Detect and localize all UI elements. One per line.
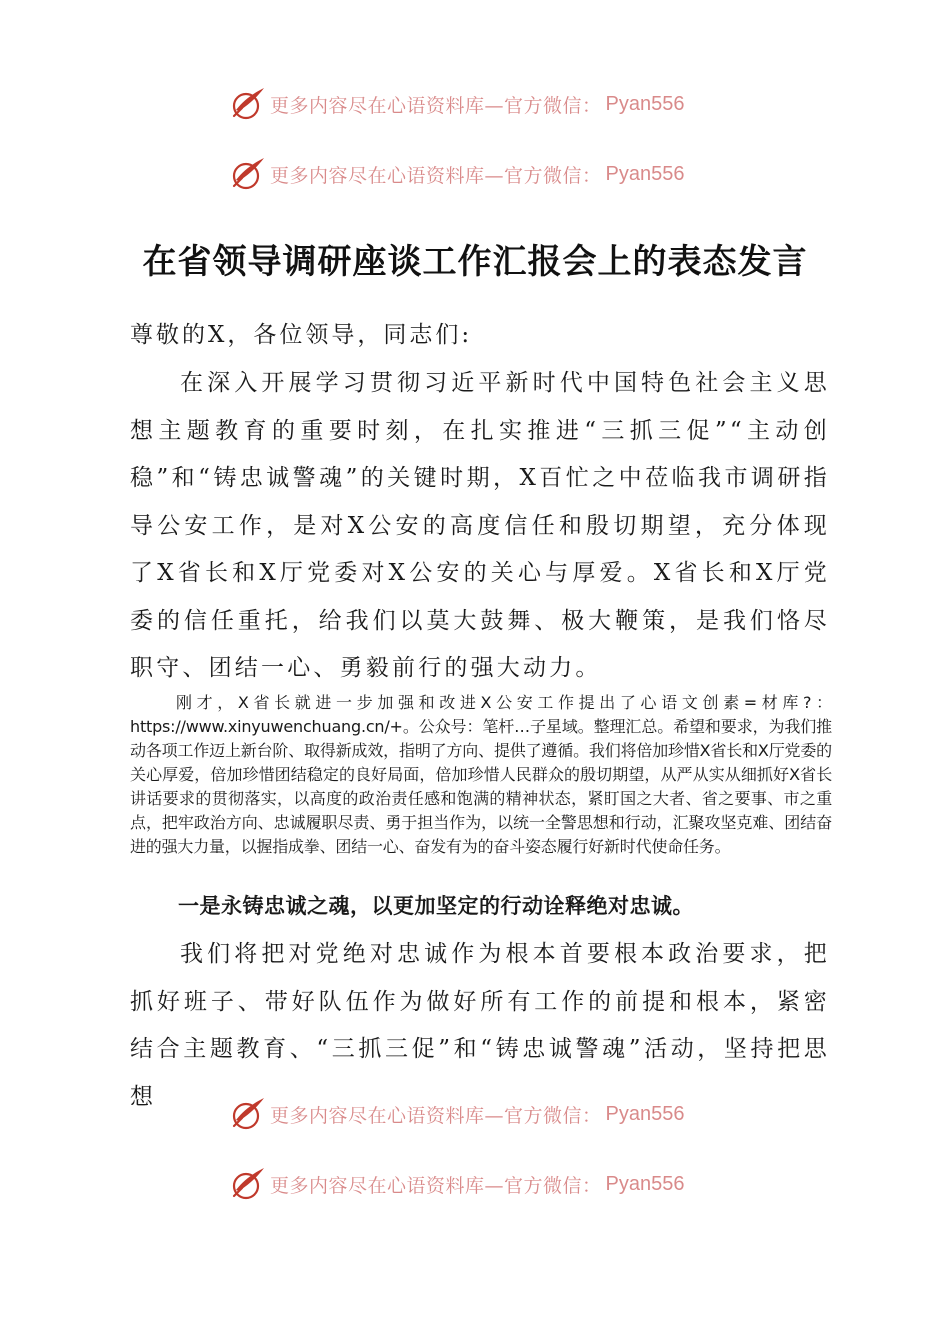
watermark-id: Pyan556 [605, 1172, 685, 1195]
paragraph-response: 刚才，X省长就进一步加强和改进X公安工作提出了心语文创素=材库?：https://www.xinyuwenchuang.cn/+。公众号：笔杆…子星域。整理汇总。希望和要求，为我们推动各项工作迈上新台阶、取得新成效，指明了方向、提供了遵循。我们将倍加珍惜X省长和X厅党委的关心厚爱，倍加珍惜团结稳定的良好局面，倍加珍惜人民群众的殷切期望，从严从实从细抓好X省长讲话要求的贯彻落实，以高度的政治责任感和饱满的精神状态，紧盯国之大者、省之要事、市之重点，把牢政治方向、忠诚履职尽责、勇于担当作为，以统一全警思想和行动，汇聚攻坚克难、团结奋进的强大力量，以握指成拳、团结一心、奋发有为的奋斗姿态履行好新时代使命任务。 [130, 693, 832, 856]
watermark-banner [230, 84, 730, 124]
watermark-text: 更多内容尽在心语资料库—官方微信： [270, 94, 602, 117]
quill-logo-icon [230, 1166, 266, 1202]
watermark-banner [230, 1094, 730, 1134]
watermark-banner [230, 154, 730, 194]
section-heading: 一是永铸忠诚之魂，以更加坚定的行动诠释绝对忠诚。 [178, 894, 694, 918]
salutation: 尊敬的X，各位领导，同志们: [130, 322, 473, 348]
watermark-id: Pyan556 [605, 1102, 685, 1125]
quill-logo-icon [230, 1096, 266, 1132]
watermark-text: 更多内容尽在心语资料库—官方微信： [270, 1104, 602, 1127]
watermark-banner [230, 1164, 730, 1204]
quill-logo-icon [230, 86, 266, 122]
paragraph-loyalty: 我们将把对党绝对忠诚作为根本首要根本政治要求，把抓好班子、带好队伍作为做好所有工作的前提和根本，紧密结合主题教育、“三抓三促”和“铸忠诚警魂”活动，坚持把思想 [130, 941, 830, 1110]
watermark-id: Pyan556 [605, 162, 685, 185]
quill-logo-icon [230, 156, 266, 192]
paragraph-intro: 在深入开展学习贯彻习近平新时代中国特色社会主义思想主题教育的重要时刻，在扎实推进“三抓三促”“主动创稳”和“铸忠诚警魂”的关键时期，X百忙之中莅临我市调研指导公安工作，是对X公安的高度信任和殷切期望，充分体现了X省长和X厅党委对X公安的关心与厚爱。X省长和X厅党委的信任重托，给我们以莫大鼓舞、极大鞭策，是我们恪尽职守、团结一心、勇毅前行的强大动力。 [130, 370, 830, 681]
watermark-text: 更多内容尽在心语资料库—官方微信： [270, 1174, 602, 1197]
document-title: 在省领导调研座谈工作汇报会上的表态发言 [142, 242, 808, 282]
watermark-id: Pyan556 [605, 92, 685, 115]
watermark-text: 更多内容尽在心语资料库—官方微信： [270, 164, 602, 187]
